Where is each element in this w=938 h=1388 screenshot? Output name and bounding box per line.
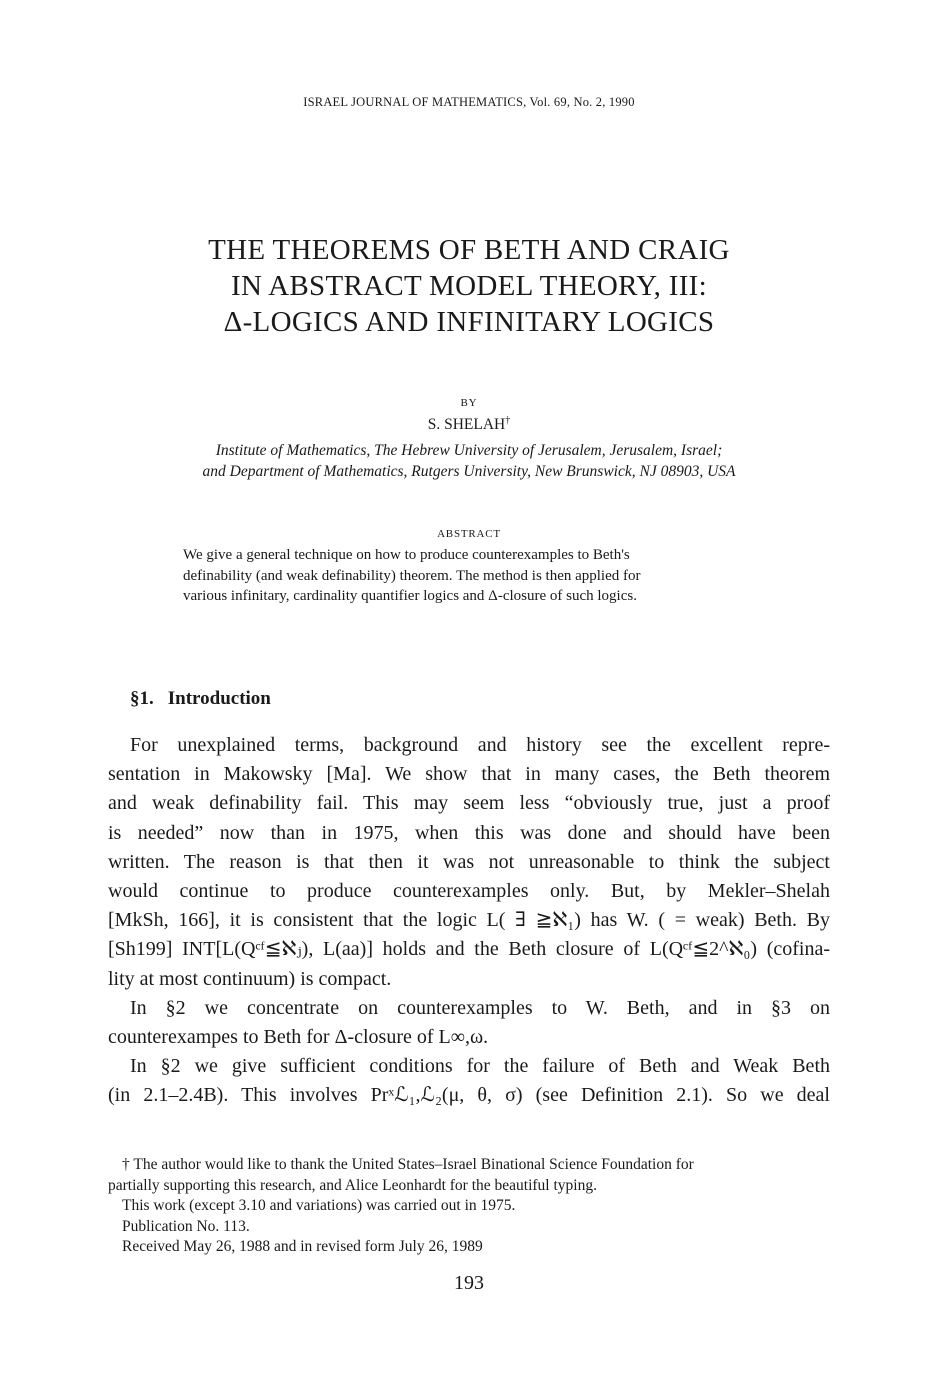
abstract-line: various infinitary, cardinality quantifier logics and Δ-closure of such logics. bbox=[183, 588, 637, 604]
section-title: Introduction bbox=[167, 688, 271, 709]
page-number: 193 bbox=[454, 1272, 484, 1294]
author-block bbox=[0, 416, 938, 434]
body-line: sentation in Makowsky [Ma]. We show that in many cases, the Beth theorem bbox=[108, 763, 830, 786]
author-name: S. SHELAH bbox=[427, 416, 506, 433]
abstract-heading: ABSTRACT bbox=[437, 528, 501, 540]
footnote-line: † The author would like to thank the United States–Israel Binational Science Foundation for bbox=[122, 1156, 694, 1173]
section-heading bbox=[130, 688, 271, 710]
abstract-line: definability (and weak definability) theorem. The method is then applied for bbox=[183, 567, 641, 584]
running-head: ISRAEL JOURNAL OF MATHEMATICS, Vol. 69, No. 2, 1990 bbox=[303, 95, 635, 109]
body-line: In §2 we concentrate on counterexamples to W. Beth, and in §3 on bbox=[130, 996, 830, 1019]
footnote-line: partially supporting this research, and Alice Leonhardt for the beautiful typing. bbox=[108, 1176, 597, 1194]
by-label: BY bbox=[460, 397, 478, 409]
paper-title bbox=[0, 232, 938, 340]
title-line: Δ-LOGICS AND INFINITARY LOGICS bbox=[223, 306, 715, 338]
abstract-line: We give a general technique on how to produce counterexamples to Beth's bbox=[183, 547, 630, 563]
body-line: and weak definability fail. This may seem less “obviously true, just a proof bbox=[108, 792, 830, 815]
body-line: (in 2.1–2.4B). This involves Prˣℒ₁,ℒ₂(μ, θ, σ) (see Definition 2.1). So we deal bbox=[108, 1084, 830, 1107]
body-line: counterexampes to Beth for Δ-closure of L∞,ω. bbox=[108, 1026, 489, 1049]
body-line: written. The reason is that then it was not unreasonable to think the subject bbox=[108, 850, 830, 873]
title-line: IN ABSTRACT MODEL THEORY, III: bbox=[231, 270, 707, 302]
footnote-line: Received May 26, 1988 and in revised form July 26, 1989 bbox=[122, 1238, 483, 1255]
section-number: §1. bbox=[130, 688, 154, 709]
body-line: lity at most continuum) is compact. bbox=[108, 967, 392, 990]
body-line: In §2 we give sufficient conditions for the failure of Beth and Weak Beth bbox=[130, 1055, 830, 1078]
affiliation-line: Institute of Mathematics, The Hebrew University of Jerusalem, Jerusalem, Israel; bbox=[215, 442, 723, 459]
body-line: [Sh199] INT[L(Qᶜᶠ≦ℵⱼ), L(aa)] holds and the Beth closure of L(Qᶜᶠ≦2^ℵ₀) (cofina- bbox=[108, 938, 830, 961]
affiliation-line: and Department of Mathematics, Rutgers University, New Brunswick, NJ 08903, USA bbox=[202, 463, 736, 480]
footnote-line: Publication No. 113. bbox=[122, 1217, 250, 1235]
body-line: [MkSh, 166], it is consistent that the logic L( ∃ ≧ℵ₁) has W. ( = weak) Beth. By bbox=[108, 909, 830, 932]
abstract-text bbox=[183, 545, 758, 607]
body-text bbox=[108, 731, 830, 1111]
footnote-line: This work (except 3.10 and variations) was carried out in 1975. bbox=[122, 1197, 516, 1214]
body-line: For unexplained terms, background and history see the excellent repre- bbox=[130, 734, 830, 756]
title-line: THE THEOREMS OF BETH AND CRAIG bbox=[208, 234, 730, 266]
body-line: would continue to produce counterexamples only. But, by Mekler–Shelah bbox=[108, 880, 830, 903]
author-footnote-mark: † bbox=[505, 414, 511, 426]
affiliation bbox=[0, 440, 938, 482]
body-line: is needed” now than in 1975, when this was done and should have been bbox=[108, 821, 830, 844]
footnotes bbox=[108, 1155, 830, 1258]
